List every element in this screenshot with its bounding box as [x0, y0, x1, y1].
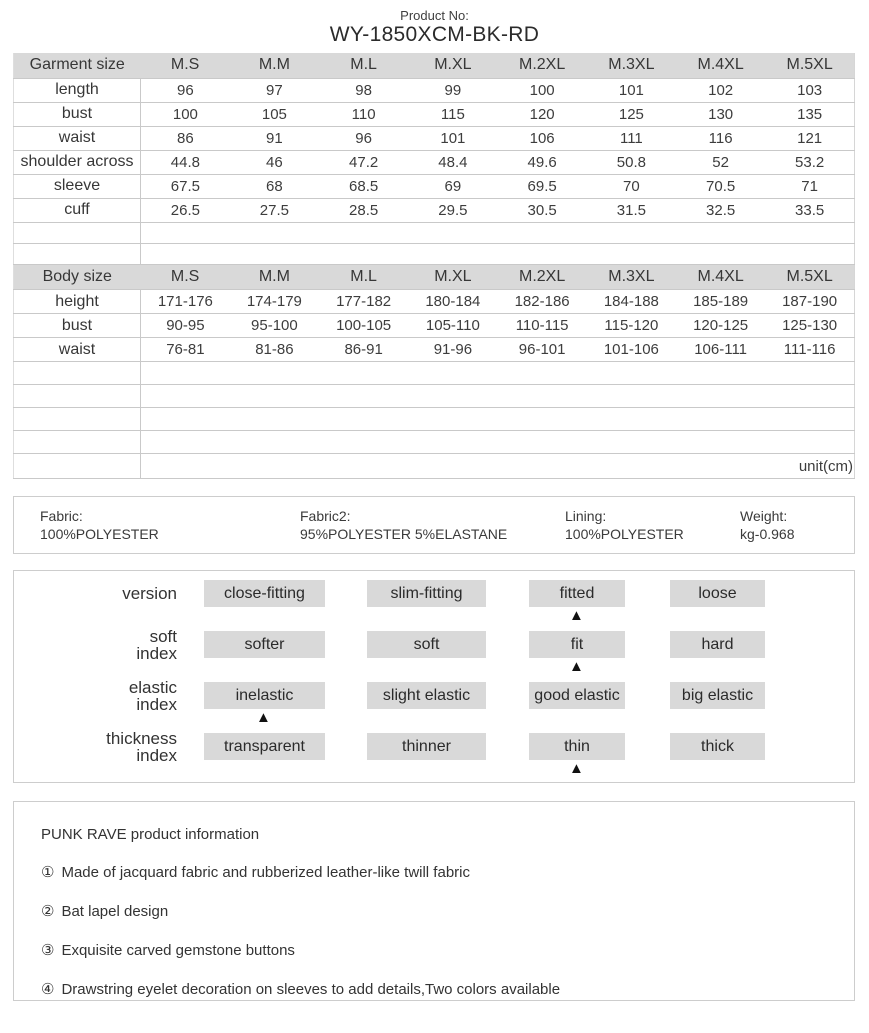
attribute-label	[14, 679, 177, 713]
item-number: ①	[41, 864, 55, 881]
cell-value	[408, 408, 497, 431]
item-text: Made of jacquard fabric and rubberized leather-like twill fabric	[61, 864, 470, 881]
cell-value: 111	[587, 126, 676, 150]
row-label: cuff	[14, 198, 141, 222]
cell-value: 99	[408, 78, 497, 102]
product-info-item	[41, 863, 834, 881]
cell-value: 90-95	[141, 314, 230, 338]
option-slim-fitting: slim-fitting	[367, 580, 486, 607]
cell-value	[587, 408, 676, 431]
cell-value	[765, 243, 854, 264]
attribute-label	[14, 585, 177, 602]
cell-value	[141, 408, 230, 431]
option-soft: soft	[367, 631, 486, 658]
attribute-label-line: elastic	[128, 677, 177, 697]
cell-value: 96	[319, 126, 408, 150]
cell-value	[676, 431, 765, 454]
cell-value: 120-125	[676, 314, 765, 338]
cell-value	[498, 385, 587, 408]
attribute-label	[14, 628, 177, 662]
item-number: ④	[41, 981, 55, 998]
table-row	[14, 314, 855, 338]
option-slight-elastic: slight elastic	[367, 682, 486, 709]
cell-value: 30.5	[498, 198, 587, 222]
body-table-header-row	[14, 265, 855, 290]
column-header: M.L	[319, 265, 408, 290]
cell-value: 110	[319, 102, 408, 126]
table-row	[14, 222, 855, 243]
cell-value: 111-116	[765, 338, 854, 362]
selected-marker-icon: ▲	[569, 658, 584, 675]
fabric-column	[40, 507, 300, 553]
attribute-label-line: version	[122, 584, 177, 603]
product-info-list	[41, 863, 834, 998]
column-header: M.S	[141, 53, 230, 78]
table-row	[14, 198, 855, 222]
product-no-label: Product No:	[400, 8, 469, 23]
cell-value: 115	[408, 102, 497, 126]
fabric-value: 95%POLYESTER 5%ELASTANE	[300, 526, 508, 542]
table-row	[14, 431, 855, 454]
cell-value	[765, 431, 854, 454]
column-header: M.5XL	[765, 265, 854, 290]
cell-value: 76-81	[141, 338, 230, 362]
item-text: Exquisite carved gemstone buttons	[61, 942, 295, 959]
table-row	[14, 385, 855, 408]
cell-value: 49.6	[498, 150, 587, 174]
cell-value: 81-86	[230, 338, 319, 362]
attribute-label-line: index	[136, 694, 177, 714]
option-thinner: thinner	[367, 733, 486, 760]
cell-value	[765, 362, 854, 385]
cell-value	[319, 408, 408, 431]
option-thick: thick	[670, 733, 765, 760]
column-header: M.XL	[408, 265, 497, 290]
cell-value	[676, 243, 765, 264]
cell-value: 70.5	[676, 174, 765, 198]
column-header: M.M	[230, 265, 319, 290]
cell-value	[498, 243, 587, 264]
fabric-label: Fabric:	[40, 508, 83, 524]
item-number: ②	[41, 903, 55, 920]
fabric-column	[300, 507, 565, 553]
garment-table-header-row	[14, 53, 855, 78]
cell-value: 177-182	[319, 290, 408, 314]
unit-note: unit(cm)	[141, 454, 855, 479]
attribute-row	[14, 580, 854, 607]
cell-value: 184-188	[587, 290, 676, 314]
cell-value: 120	[498, 102, 587, 126]
cell-value: 102	[676, 78, 765, 102]
cell-value	[498, 431, 587, 454]
column-header: M.2XL	[498, 53, 587, 78]
cell-value	[230, 431, 319, 454]
product-info-title: PUNK RAVE product information	[41, 826, 260, 843]
selected-marker-icon: ▲	[256, 709, 271, 726]
marker-row	[14, 709, 854, 733]
cell-value: 101	[408, 126, 497, 150]
option-big-elastic: big elastic	[670, 682, 765, 709]
product-code: WY-1850XCM-BK-RD	[329, 23, 540, 46]
table-row	[14, 290, 855, 314]
cell-value: 125-130	[765, 314, 854, 338]
cell-value: 174-179	[230, 290, 319, 314]
row-label: length	[14, 78, 141, 102]
column-header: M.3XL	[587, 265, 676, 290]
cell-value: 32.5	[676, 198, 765, 222]
cell-value: 115-120	[587, 314, 676, 338]
cell-value: 28.5	[319, 198, 408, 222]
cell-value: 100	[141, 102, 230, 126]
unit-row	[14, 454, 855, 479]
cell-value: 121	[765, 126, 854, 150]
cell-value	[587, 362, 676, 385]
row-label	[14, 362, 141, 385]
cell-value: 68	[230, 174, 319, 198]
cell-value	[765, 222, 854, 243]
cell-value: 86-91	[319, 338, 408, 362]
table-row	[14, 408, 855, 431]
option-hard: hard	[670, 631, 765, 658]
column-header: M.5XL	[765, 53, 854, 78]
cell-value	[498, 222, 587, 243]
fabric-label: Weight:	[740, 508, 788, 524]
cell-value: 182-186	[498, 290, 587, 314]
cell-value	[230, 408, 319, 431]
attribute-label-line: thickness	[106, 728, 177, 748]
cell-value: 96-101	[498, 338, 587, 362]
table-row	[14, 102, 855, 126]
column-header: M.3XL	[587, 53, 676, 78]
cell-value: 125	[587, 102, 676, 126]
cell-value: 50.8	[587, 150, 676, 174]
cell-value: 135	[765, 102, 854, 126]
marker-row	[14, 607, 854, 631]
cell-value	[230, 385, 319, 408]
table-row	[14, 174, 855, 198]
attribute-row	[14, 677, 854, 714]
column-header: M.L	[319, 53, 408, 78]
table-row	[14, 126, 855, 150]
cell-value	[676, 362, 765, 385]
cell-value: 98	[319, 78, 408, 102]
product-info-item	[41, 941, 834, 959]
cell-value: 68.5	[319, 174, 408, 198]
attribute-label-line: index	[136, 745, 177, 765]
cell-value: 44.8	[141, 150, 230, 174]
fabric-info-panel	[13, 496, 855, 554]
row-label: waist	[14, 126, 141, 150]
column-header: Garment size	[14, 53, 141, 78]
cell-value: 97	[230, 78, 319, 102]
row-label: height	[14, 290, 141, 314]
cell-value	[587, 385, 676, 408]
attribute-row	[14, 728, 854, 765]
cell-value	[587, 431, 676, 454]
product-info-item	[41, 902, 834, 920]
cell-value	[408, 385, 497, 408]
cell-value: 187-190	[765, 290, 854, 314]
cell-value	[408, 222, 497, 243]
attribute-panel	[13, 570, 855, 783]
attribute-row	[14, 626, 854, 663]
row-label	[14, 222, 141, 243]
option-loose: loose	[670, 580, 765, 607]
table-row	[14, 78, 855, 102]
cell-value	[498, 362, 587, 385]
cell-value	[141, 431, 230, 454]
cell-value: 96	[141, 78, 230, 102]
cell-value: 31.5	[587, 198, 676, 222]
cell-value: 103	[765, 78, 854, 102]
selected-marker-icon: ▲	[569, 760, 584, 777]
column-header: M.S	[141, 265, 230, 290]
garment-size-table	[13, 53, 855, 265]
row-label	[14, 408, 141, 431]
cell-value	[141, 362, 230, 385]
cell-value	[319, 222, 408, 243]
row-label	[14, 385, 141, 408]
cell-value: 33.5	[765, 198, 854, 222]
cell-value: 116	[676, 126, 765, 150]
fabric-column	[740, 507, 794, 553]
cell-value	[141, 385, 230, 408]
cell-value	[230, 362, 319, 385]
cell-value: 52	[676, 150, 765, 174]
cell-value	[676, 222, 765, 243]
cell-value: 105	[230, 102, 319, 126]
cell-value: 110-115	[498, 314, 587, 338]
fabric-value: 100%POLYESTER	[40, 526, 159, 542]
column-header: M.XL	[408, 53, 497, 78]
table-row	[14, 362, 855, 385]
cell-value	[319, 243, 408, 264]
cell-value: 180-184	[408, 290, 497, 314]
cell-value: 27.5	[230, 198, 319, 222]
attribute-label	[14, 730, 177, 764]
option-thin: thin	[529, 733, 625, 760]
table-row	[14, 338, 855, 362]
cell-value: 91-96	[408, 338, 497, 362]
fabric-value: 100%POLYESTER	[565, 526, 684, 542]
row-label: waist	[14, 338, 141, 362]
item-text: Drawstring eyelet decoration on sleeves to add details,Two colors available	[61, 981, 561, 998]
fabric-label: Fabric2:	[300, 508, 351, 524]
cell-value: 130	[676, 102, 765, 126]
cell-value: 48.4	[408, 150, 497, 174]
item-number: ③	[41, 942, 55, 959]
row-label	[14, 431, 141, 454]
cell-value: 105-110	[408, 314, 497, 338]
cell-value	[587, 243, 676, 264]
cell-value: 91	[230, 126, 319, 150]
option-fitted: fitted	[529, 580, 625, 607]
attribute-label-line: index	[136, 643, 177, 663]
cell-value	[230, 222, 319, 243]
cell-value: 69	[408, 174, 497, 198]
cell-value: 101-106	[587, 338, 676, 362]
cell-value: 53.2	[765, 150, 854, 174]
option-fit: fit	[529, 631, 625, 658]
fabric-label: Lining:	[565, 508, 607, 524]
cell-value: 29.5	[408, 198, 497, 222]
row-label: shoulder across	[14, 150, 141, 174]
column-header: M.4XL	[676, 265, 765, 290]
cell-value: 100	[498, 78, 587, 102]
cell-value: 67.5	[141, 174, 230, 198]
column-header: M.M	[230, 53, 319, 78]
cell-value	[676, 408, 765, 431]
cell-value	[676, 385, 765, 408]
option-transparent: transparent	[204, 733, 325, 760]
row-label	[14, 243, 141, 264]
column-header: M.2XL	[498, 265, 587, 290]
option-good-elastic: good elastic	[529, 682, 625, 709]
table-row	[14, 150, 855, 174]
row-label: bust	[14, 314, 141, 338]
option-softer: softer	[204, 631, 325, 658]
selected-marker-icon: ▲	[569, 607, 584, 624]
cell-value: 86	[141, 126, 230, 150]
cell-value: 106	[498, 126, 587, 150]
cell-value	[319, 431, 408, 454]
cell-value	[587, 222, 676, 243]
cell-value	[765, 385, 854, 408]
marker-row	[14, 760, 854, 784]
cell-value: 106-111	[676, 338, 765, 362]
cell-value	[765, 408, 854, 431]
marker-row	[14, 658, 854, 682]
cell-value: 100-105	[319, 314, 408, 338]
product-info-panel	[13, 801, 855, 1001]
attribute-label-line: soft	[149, 626, 177, 646]
column-header: M.4XL	[676, 53, 765, 78]
cell-value	[141, 243, 230, 264]
cell-value: 69.5	[498, 174, 587, 198]
cell-value: 46	[230, 150, 319, 174]
row-label: bust	[14, 102, 141, 126]
cell-value: 185-189	[676, 290, 765, 314]
column-header: Body size	[14, 265, 141, 290]
cell-value: 47.2	[319, 150, 408, 174]
cell-value	[319, 362, 408, 385]
table-row	[14, 243, 855, 264]
cell-value: 70	[587, 174, 676, 198]
cell-value: 101	[587, 78, 676, 102]
cell-value: 171-176	[141, 290, 230, 314]
cell-value	[408, 243, 497, 264]
cell-value	[498, 408, 587, 431]
option-inelastic: inelastic	[204, 682, 325, 709]
row-label: sleeve	[14, 174, 141, 198]
fabric-value: kg-0.968	[740, 526, 795, 542]
cell-value	[319, 385, 408, 408]
item-text: Bat lapel design	[61, 903, 169, 920]
cell-value: 26.5	[141, 198, 230, 222]
cell-value	[141, 222, 230, 243]
cell-value	[408, 362, 497, 385]
product-info-item	[41, 980, 834, 998]
cell-value	[230, 243, 319, 264]
row-label	[14, 454, 141, 479]
cell-value: 71	[765, 174, 854, 198]
body-size-table	[13, 265, 855, 480]
cell-value: 95-100	[230, 314, 319, 338]
cell-value	[408, 431, 497, 454]
fabric-column	[565, 507, 740, 553]
option-close-fitting: close-fitting	[204, 580, 325, 607]
